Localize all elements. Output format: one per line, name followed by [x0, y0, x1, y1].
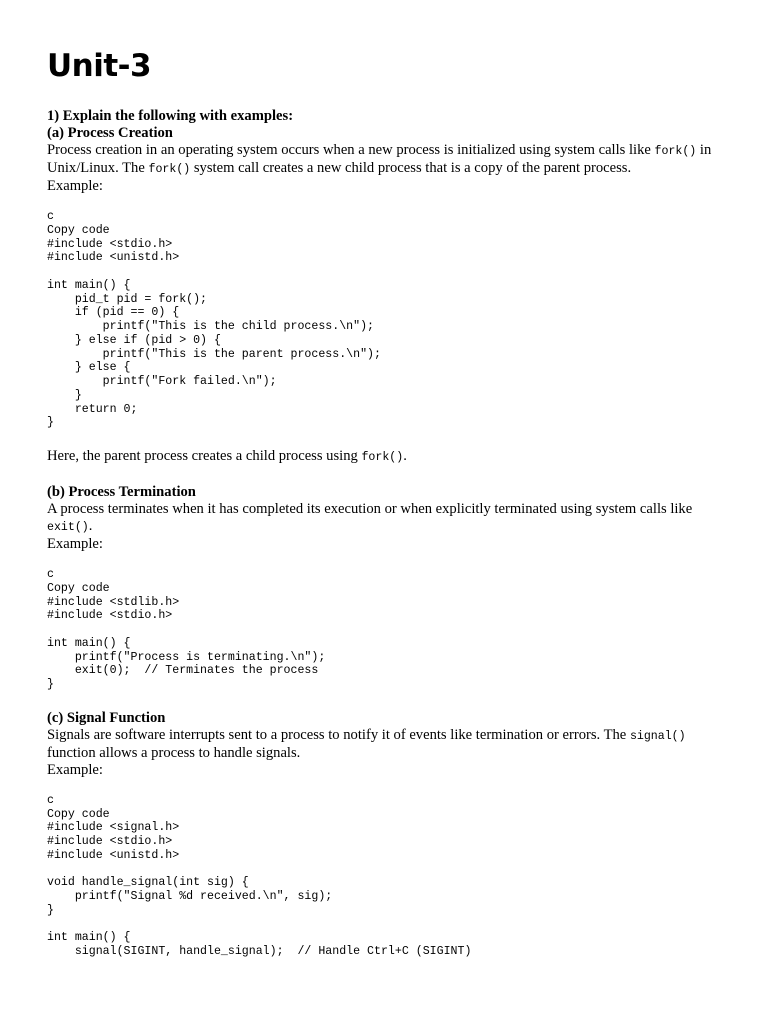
- section-heading-process-termination: (b) Process Termination: [47, 484, 196, 500]
- section-heading-process-creation: (a) Process Creation: [47, 125, 173, 141]
- paragraph-text: Here, the parent process creates a child process using: [47, 448, 362, 464]
- paragraph-text: Signals are software interrupts sent to a process to notify it of events like termination or errors. The: [47, 726, 630, 743]
- paragraph-text: .: [403, 448, 407, 464]
- inline-code: fork(): [361, 451, 404, 464]
- section-paragraph: [47, 448, 723, 466]
- inline-code: fork(): [654, 145, 697, 158]
- paragraph-text: A process terminates when it has completed its execution or when explicitly terminated using system calls like: [47, 501, 693, 517]
- section-paragraph: [47, 727, 723, 762]
- example-label: Example:: [47, 761, 103, 778]
- code-block: c Copy code #include <stdio.h> #include <unistd.h> int main() { pid_t pid = fork(); if (pid == 0) { printf("This is the child process.\n"); } else if (pid > 0) { printf("This is the parent process.\n"); } else { printf("Fork failed.\n"); } return 0; }: [47, 210, 381, 430]
- paragraph-text: system call creates a new child process that is a copy of the parent process.: [190, 160, 632, 176]
- question-heading: 1) Explain the following with examples:: [47, 108, 294, 124]
- inline-code: signal(): [629, 729, 686, 743]
- section-paragraph: [47, 501, 723, 536]
- paragraph-text: in Unix/Linux. The: [47, 142, 712, 176]
- section-heading-signal-function: (c) Signal Function: [47, 709, 166, 726]
- page-title: Unit-3: [47, 48, 152, 84]
- code-block: c Copy code #include <stdlib.h> #include <stdio.h> int main() { printf("Process is terminating.\n"); exit(0); // Terminates the process }: [47, 568, 326, 691]
- inline-code: fork(): [148, 163, 191, 176]
- paragraph-text: Process creation in an operating system occurs when a new process is initialized using system calls like: [47, 142, 655, 158]
- example-label: Example:: [47, 536, 103, 552]
- example-label: Example:: [47, 178, 103, 194]
- paragraph-text: .: [88, 518, 93, 534]
- document-body: [47, 108, 723, 959]
- inline-code: exit(): [47, 521, 89, 534]
- section-paragraph: [47, 142, 723, 178]
- paragraph-text: function allows a process to handle signals.: [47, 744, 301, 761]
- code-block: c Copy code #include <signal.h> #include <stdio.h> #include <unistd.h> void handle_signal(int sig) { printf("Signal %d received.\n", sig); } int main() { signal(SIGINT, handle_signal); // Handle Ctrl+C (SIGINT): [47, 793, 472, 958]
